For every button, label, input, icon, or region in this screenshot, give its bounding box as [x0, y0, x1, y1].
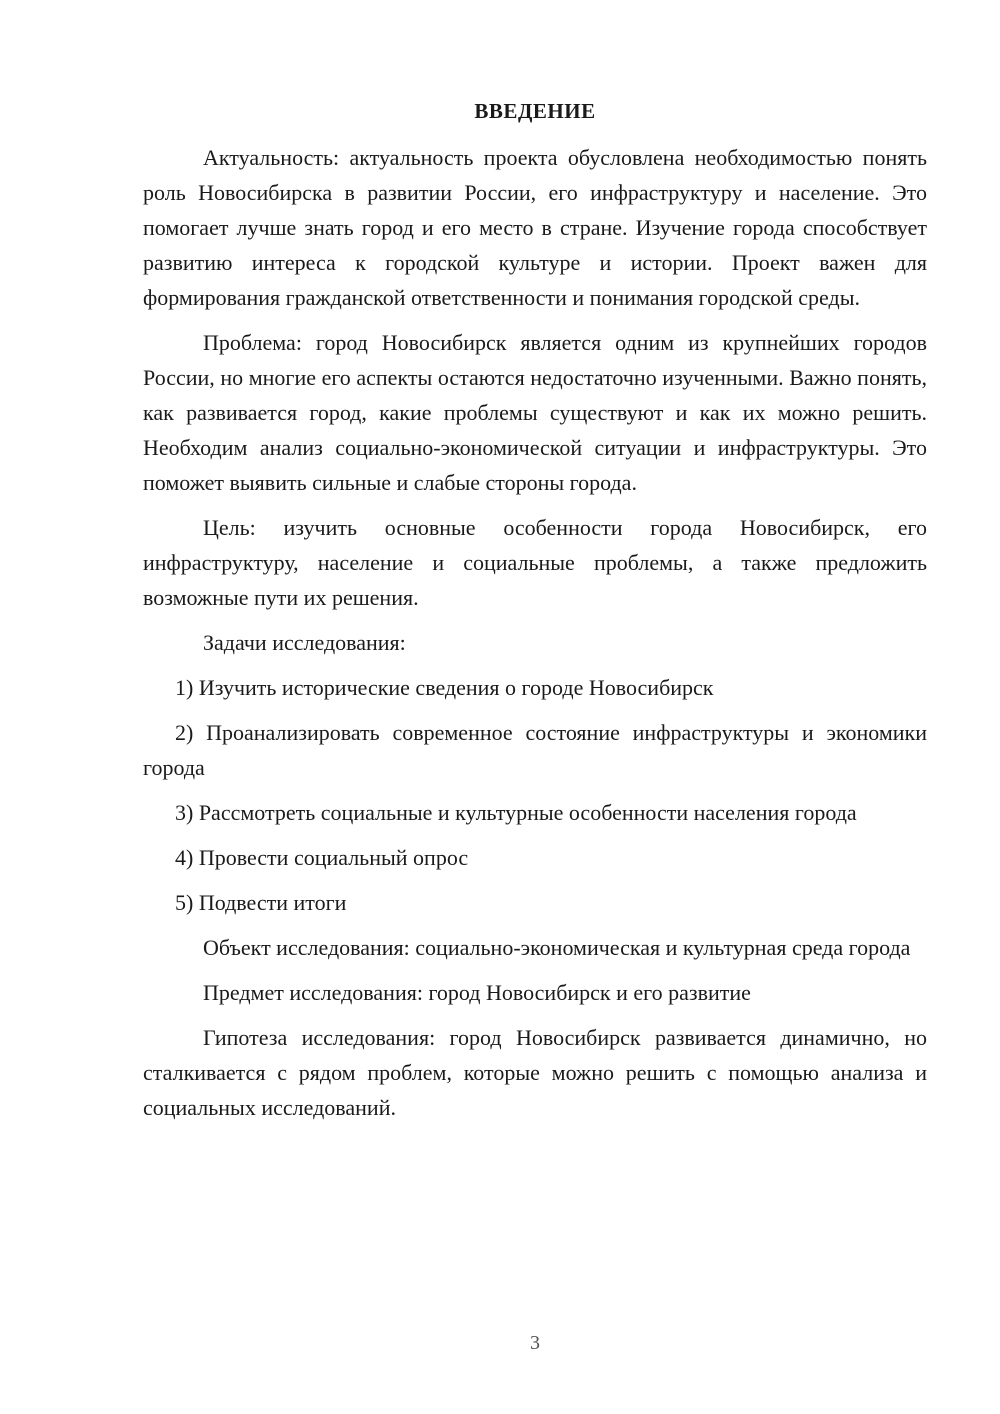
task-item-5: 5) Подвести итоги: [175, 890, 347, 915]
page-number: 3: [530, 1332, 540, 1354]
task-item-3: 3) Рассмотреть социальные и культурные особенности населения города: [175, 800, 857, 825]
object-paragraph: Объект исследования: социально-экономическая и культурная среда города: [203, 935, 911, 960]
hypothesis-paragraph: Гипотеза исследования: город Новосибирск развивается динамично, но сталкивается с рядом проблем, которые можно решить с помощью анализа и социальных исследований.: [143, 1025, 927, 1120]
task-item-2: 2) Проанализировать современное состояние инфраструктуры и экономики города: [143, 720, 927, 780]
subject-paragraph: Предмет исследования: город Новосибирск и его развитие: [203, 980, 751, 1005]
tasks-heading: Задачи исследования:: [203, 630, 406, 655]
page-title: ВВЕДЕНИЕ: [474, 99, 596, 123]
task-item-1: 1) Изучить исторические сведения о городе Новосибирск: [175, 675, 714, 700]
task-item-4: 4) Провести социальный опрос: [175, 845, 469, 870]
page-content: [143, 96, 927, 1135]
goal-paragraph: Цель: изучить основные особенности города Новосибирск, его инфраструктуру, население и социальные проблемы, а также предложить возможные пути их решения.: [143, 515, 927, 610]
relevance-paragraph: Актуальность: актуальность проекта обусловлена необходимостью понять роль Новосибирска в развитии России, его инфраструктуру и население. Это помогает лучше знать город и его место в стране. Изучение города способствует развитию интереса к городской культуре и истории. Проект важен для формирования гражданской ответственности и понимания городской среды.: [143, 145, 927, 310]
problem-paragraph: Проблема: город Новосибирск является одним из крупнейших городов России, но многие его аспекты остаются недостаточно изученными. Важно понять, как развивается город, какие проблемы существуют и как их можно решить. Необходим анализ социально-экономической ситуации и инфраструктуры. Это поможет выявить сильные и слабые стороны города.: [143, 330, 927, 495]
